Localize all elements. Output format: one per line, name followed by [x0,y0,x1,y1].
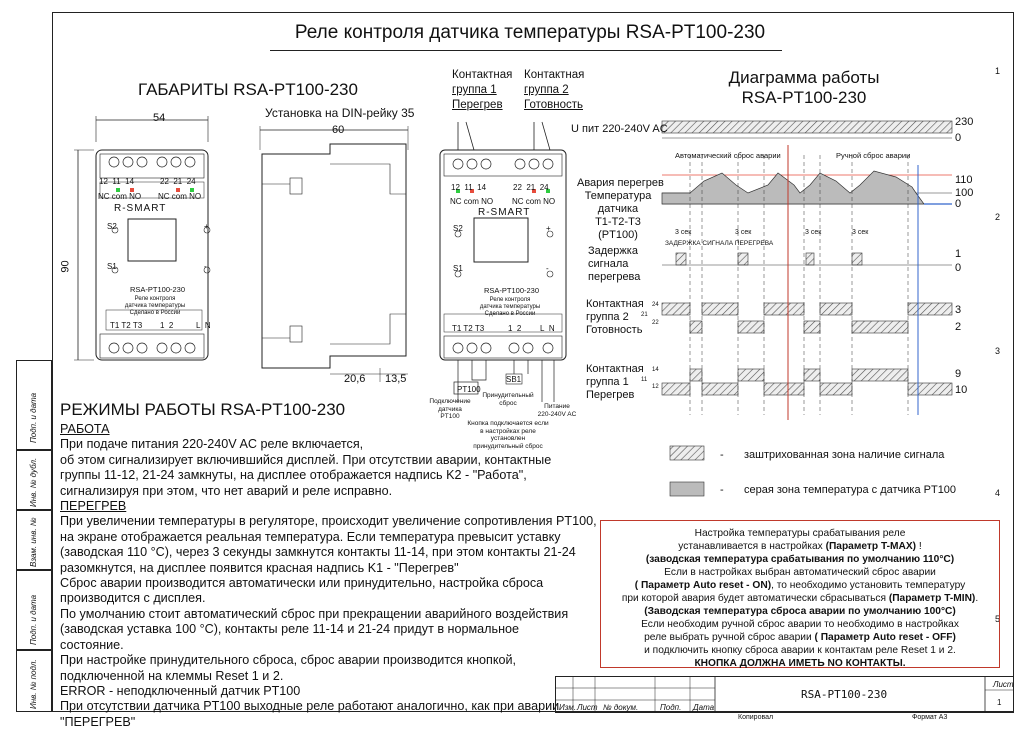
t-terms: T1 T2 T3 [110,321,143,330]
g2-24: 24 [652,302,659,308]
term-nc-no-right: NC com NO [158,192,202,201]
alarm-label: Авария перегрев [577,177,664,189]
button-note: Кнопка подключается если в настройках реле установлен принудительный сброс [467,420,549,450]
power-label: Питание 220-240V AC [537,403,577,418]
legend-dash-2: - [720,484,724,496]
over-line: (заводская 110 °C), через 3 секунды замкнутся контакты 11-14, при этом контакты 21-24 [60,545,576,560]
side-cell-orig [16,650,52,712]
sheet-mark: 5 [995,614,1001,624]
g2-hi: 3 [955,304,962,316]
stamp-list-num: 1 [997,698,1002,707]
g1-14: 14 [652,367,659,373]
temp-110: 110 [955,174,973,186]
sheet-mark: 4 [995,488,1001,498]
wiring-power-terms: L N [540,324,555,333]
sec3-2: 3 сек [735,229,752,236]
delay-label: Задержка сигнала перегрева [588,245,641,283]
minus-label: - [204,262,207,271]
temp-100: 100 [955,187,974,199]
format-label: Формат А3 [912,714,948,721]
side-cell-sign-date-1 [16,360,52,450]
over-line: (заводская уставка 100 °C), контакты реле 11-14 и 21-24 придут в нормальное [60,622,520,637]
dim-width-side: 60 [332,124,345,136]
legend-gray-label: серая зона температура с датчика PT100 [744,484,957,496]
page-title: Реле контроля датчика температуры RSA-PT100-230 [294,22,766,43]
wiring-reset-terms: 1 2 [508,324,522,333]
sheet-mark: 1 [995,66,1001,76]
side-label: Подп. и дата [29,392,38,443]
g1-hi: 9 [955,368,962,380]
diagram-title: Диаграмма работы RSA-PT100-230 [728,68,880,107]
reset-terms: 1 2 [160,321,174,330]
side-label: Подп. и дата [29,594,38,645]
side-label: Инв. № подл. [29,659,38,709]
dim-width-front: 54 [153,112,166,124]
stamp-list: Лист [577,703,598,712]
over-line: подключенной на клеммы Reset 1 и 2. [60,668,284,683]
stamp-data: Дата [693,703,715,712]
wiring-nc-no-right: NC com NO [512,197,556,206]
sheet-mark: 2 [995,212,1001,222]
side-label: Инв. № дубл. [29,457,38,507]
temp-0: 0 [955,198,962,210]
side-label: Взам. инв. № [29,517,38,567]
contact-group-1-header: Контактная группа 1 Перегрев [452,69,513,111]
stamp-labels [555,678,1014,712]
wiring-terms-right: 22 21 24 [513,183,549,192]
over-line: ERROR - неподключенный датчик PT100 [60,683,301,698]
dim-height: 90 [59,260,72,273]
delay-hi: 1 [955,248,962,260]
wiring-plus: + [546,224,551,233]
side-view-drawing [250,124,420,384]
title-underline [270,50,782,51]
pt100-label: Подключение датчика PT100 [429,398,471,420]
supply-label: U пит 220-240V AC [571,123,668,135]
timing-diagram [660,115,960,430]
over-line: По умолчанию стоит автоматический сброс при прекращении аварийного воздействия [60,606,569,621]
dimensions-heading: ГАБАРИТЫ RSA-PT100-230 [138,80,358,99]
supply-hi: 230 [955,116,974,128]
delay-lo: 0 [955,262,962,274]
s1-label: S1 [107,262,117,271]
contact-group-2-header: Контактная группа 2 Готовность [524,69,585,111]
work-line: группы 11-12, 21-24 замкнуты, на дисплее отображается надпись K2 - "Работа", [60,468,527,483]
legend-dash-1: - [720,449,724,461]
legend-hatch-label: заштрихованная зона наличие сигнала [744,449,945,461]
term-nc-no-left: NC com NO [98,192,142,201]
side-cell-replace [16,510,52,570]
wiring-minus: - [546,264,549,273]
over-line: разомкнутся, на дисплее появится красная надпись K1 - "Перегрев" [60,560,459,575]
copied-label: Копировал [738,714,774,721]
g2-lo: 2 [955,321,962,333]
brand-logo: R-SMART [114,203,167,214]
g2-22: 22 [652,320,659,326]
power-terms: L N [196,321,211,330]
over-line: Сброс аварии производится автоматически или принудительно, настройка сброса [60,576,544,591]
overheat-heading: ПЕРЕГРЕВ [60,499,127,514]
modes-heading: РЕЖИМЫ РАБОТЫ RSA-PT100-230 [60,400,346,419]
work-line: При подаче питания 220-240V AC реле включается, [60,437,364,452]
wiring-brand-logo: R-SMART [478,207,531,218]
g1-12: 12 [652,384,659,390]
stamp-izm: Изм. [559,703,577,712]
device-model: RSA-PT100-230 [130,285,186,294]
over-line: При отсутствии датчика PT100 выходные реле работают аналогично, как при аварии [60,699,560,714]
term-top-right: 22 21 24 [160,177,196,186]
legend-swatches [668,444,708,504]
wiring-nc-no-left: NC com NO [450,197,494,206]
wiring-s1: S1 [453,264,463,273]
sec3-1: 3 сек [675,229,692,236]
sheet-mark: 3 [995,346,1001,356]
settings-note: Настройка температуры срабатывания реле устанавливается в настройках (Параметр T-MAX) ! (заводская температура срабатывания по умолчанию 110°C) Если в настройках выбран автоматический сброс аварии ( Параметр Auto reset - ON), то необходимо установить температуру при которой авария будет автоматически сбрасываться (Параметр T-MIN). (Заводская температура сброса аварии по умолчанию 100°C) Если необходим ручной сброс аварии то необходимо в настройках реле выбрать ручной сброс аварии ( Параметр Auto reset - OFF) и подключить кнопку сброса аварии к контактам реле Reset 1 и 2. КНОПКА ДОЛЖНА ИМЕТЬ NO КОНТАКТЫ. [600,520,1000,668]
side-cell-sign-date-2 [16,570,52,650]
side-cell-dup [16,450,52,510]
over-line: При настройке принудительного сброса, сброс аварии производится кнопкой, [60,653,517,668]
sec3-3: 3 сек [805,229,822,236]
over-line: производится с дисплея. [60,591,206,606]
work-heading: РАБОТА [60,422,110,436]
work-line: сигнализируя при этом, что нет аварий и реле исправно. [60,483,393,498]
wiring-terms-left: 12 11 14 [451,183,487,192]
stamp-code: RSA-PT100-230 [801,688,888,701]
plus-label: + [204,222,209,231]
dim-b: 13,5 [385,373,407,385]
over-line: на экране отображается реальная температура. Если температура превысит уставку [60,529,561,544]
over-line: При увеличении температуры в регуляторе, происходит увеличение сопротивления PT100, [60,514,597,529]
work-line: об этом сигнализирует включившийся дисплей. При отсутствии аварии, контактные [60,452,552,467]
term-top-left: 12 11 14 [99,177,135,186]
stamp-list-r: Лист [993,680,1014,689]
front-view-drawing [58,112,228,382]
wiring-model: RSA-PT100-230 [484,286,540,295]
over-line: состояние. [60,637,124,652]
g1-11: 11 [641,377,648,383]
group2-label: Контактная группа 2 Готовность [586,298,644,336]
manual-reset-label: Ручной сброс аварии [836,151,911,160]
stamp-ndoc: № докум. [603,703,639,712]
device-desc: Реле контроля датчика температуры Сделано в России [124,296,186,316]
wiring-s2: S2 [453,224,463,233]
s2-label: S2 [107,222,117,231]
stamp-podp: Подп. [660,703,682,712]
delay-text: ЗАДЕРЖКА СИГНАЛА ПЕРЕГРЕВА [665,240,774,247]
dim-a: 20,6 [344,373,366,385]
wiring-t-terms: T1 T2 T3 [452,324,485,333]
temp-label: Температура датчика T1-T2-T3 (PT100) [584,190,652,241]
forced-reset-label: Принудительный сброс [482,392,534,407]
over-line: "ПЕРЕГРЕВ" [60,714,136,729]
supply-lo: 0 [955,132,962,144]
pt100-box: PT100 [457,385,481,394]
auto-reset-label: Автоматический сброс аварии [675,151,781,160]
sec3-4: 3 сек [852,229,869,236]
group1-label: Контактная группа 1 Перегрев [586,363,644,401]
g1-lo: 10 [955,384,968,396]
g2-21: 21 [641,312,648,318]
din-note: Установка на DIN-рейку 35 [265,106,415,120]
wiring-desc: Реле контроля датчика температуры Сделано в России [479,297,541,317]
sb1-label: SB1 [506,375,522,384]
